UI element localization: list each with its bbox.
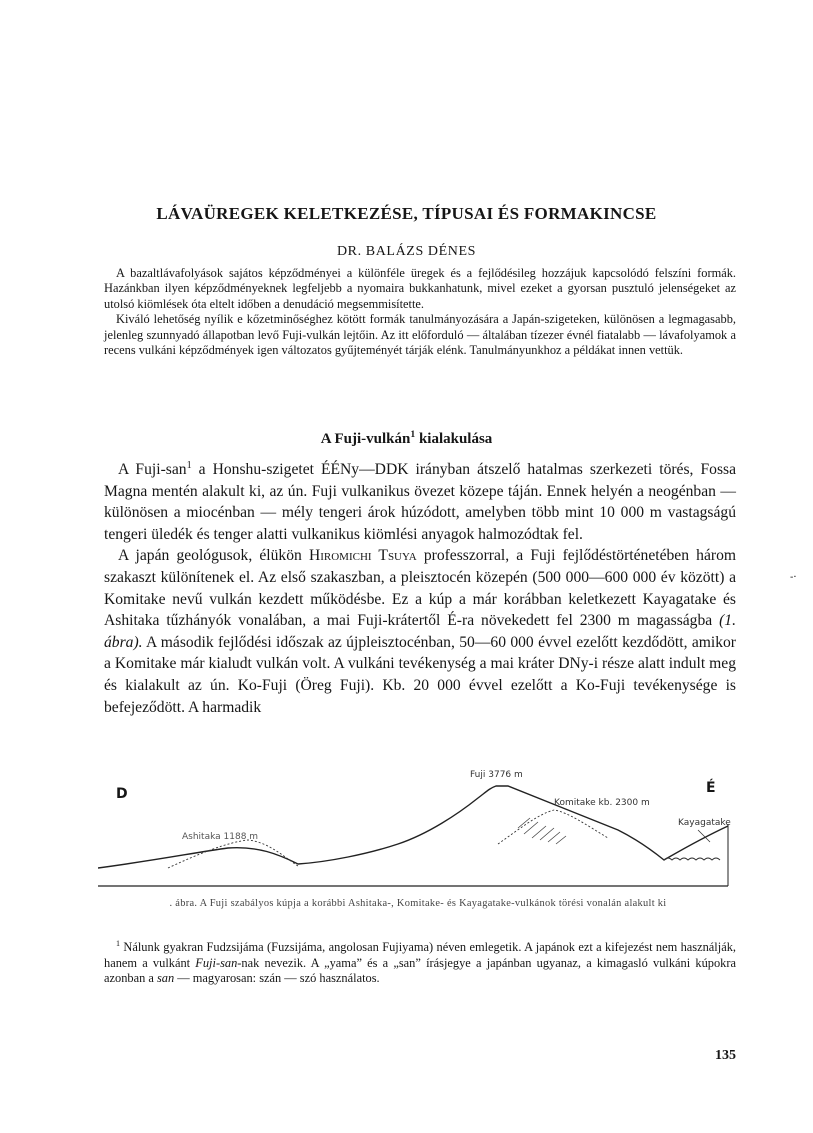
page-number: 135	[715, 1048, 736, 1063]
footnote	[104, 940, 736, 987]
professor-name: Hiromichi Tsuya	[308, 547, 417, 565]
label-kayagatake: Kayagatake	[678, 818, 731, 828]
footnote-italic-san: san	[156, 971, 175, 986]
footnote-italic-fuji-san: Fuji-san	[195, 955, 238, 970]
p2-end: A második fejlődési időszak az újpleisztocénban, 50—60 000 évvel ezelőtt kezdődött, amikor a Komitake már kialudt vulkán volt. A vulkáni tevékenység a mai kráter DNy-i része alatt indult meg és kialakult az ún. Ko-Fuji (Öreg Fuji). Kb. 20 000 évvel ezelőtt a Ko-Fuji tevékenysége is befejeződött. A harmadik	[104, 633, 736, 716]
figure-caption: . ábra. A Fuji szabályos kúpja a korábbi Ashitaka-, Komitake- és Kayagatake-vulkánok törési vonalán alakult ki	[169, 898, 667, 909]
section-footnote-ref: 1	[410, 429, 416, 440]
footnote-paragraph	[104, 940, 736, 987]
p1-rest: a Honshu-szigetet ÉÉNy—DDK irányban átszelő hatalmas szerkezeti törés, Fossa Magna mentén alakult ki, az ún. Fuji vulkanikus övezet közepe táján. Ennek helyén a neogénban — különösen a miocénban — mély tengeri árok húzódott, amelyben több mint 10 000 m vastagságú tengeri üledék és tenger alatti vulkanikus kiömlési anyagok halmozódtak fel.	[104, 461, 737, 543]
margin-mark: -·	[790, 572, 797, 583]
p1-footnote-ref: 1	[186, 459, 192, 471]
author-name: DR. BALÁZS DÉNES	[336, 244, 477, 259]
footnote-marker: 1	[116, 938, 121, 948]
label-fuji: Fuji 3776 m	[470, 770, 523, 780]
abstract-paragraph-1: A bazaltlávafolyások sajátos képződményei a különféle üregek és a fejlődésileg hozzájuk kapcsolódó felszíni formák. Hazánkban ilyen képződményeknek legfeljebb a nyomaira bukkanhatunk, mivel ezeket a gyorsan pusztuló jelenségeket az utolsó kiömlések óta eltelt időben a denudáció megsemmisítette.	[104, 266, 736, 311]
figure-reference: (1. ábra).	[104, 612, 736, 651]
label-komitake: Komitake kb. 2300 m	[554, 798, 650, 808]
body-paragraph-2	[104, 545, 736, 718]
komitake-hatch	[518, 818, 566, 844]
komitake-buried-cone	[498, 810, 608, 844]
section-heading-text-end: kialakulása	[415, 431, 493, 447]
body-paragraph-1	[104, 459, 736, 545]
footnote-text-c: — magyarosan: szán — szó használatos.	[174, 971, 380, 986]
kayagatake-relief	[664, 858, 720, 860]
abstract	[104, 266, 736, 358]
profile-diagram	[98, 764, 738, 892]
footnote-text-a: Nálunk gyakran Fudzsijáma (Fuzsijáma, angolosan Fujiyama) néven emlegetik. A japánok ezt a kifejezést nem használják, hanem a vulkánt	[104, 940, 736, 970]
p2-middle: professzorral, a Fuji fejlődéstörténetében három szakaszt különítenek el. Az első szakaszban, a pleisztocén közepén (500 000—600 000 év között) a Komitake nevű vulkán kezdett működésbe. Ez a kúp a már korábban keletkezett Kayagatake és Ashitaka tűzhányók vonalában, a mai Fuji-krátertől É-ra növekedett fel 2300 m magasságba	[104, 547, 736, 630]
abstract-paragraph-2: Kiváló lehetőség nyílik e kőzetminőséghez kötött formák tanulmányozására a Japán-szigeteken, különösen a legmagasabb, jelenleg szunnyadó állapotban levő Fuji-vulkán lejtőin. Az itt előforduló — általában tízezer évnél fiatalabb — lávafolyamok a recens vulkáni képződmények igen változatos gyűjteményét tárják elénk. Tanulmányunkhoz a példákat innen vettük.	[104, 312, 736, 358]
label-south: D	[116, 786, 128, 802]
p2-start: A japán geológusok, élükön	[118, 547, 309, 565]
section-heading-text: A Fuji-vulkán	[320, 431, 411, 447]
label-north: É	[706, 780, 716, 796]
p1-start: A Fuji-san	[118, 461, 187, 478]
footnote-text-b: -nak nevezik. A „yama” és a „san” írásjegye a japánban ugyanaz, a kimagasló vulkáni kúpokra azonban a	[104, 955, 736, 986]
body-text	[104, 459, 736, 718]
label-ashitaka: Ashitaka 1188 m	[182, 832, 259, 842]
article-title: LÁVAÜREGEK KELETKEZÉSE, TÍPUSAI ÉS FORMAKINCSE	[156, 204, 657, 223]
figure-fuji-profile	[98, 764, 738, 896]
section-heading	[0, 431, 813, 448]
